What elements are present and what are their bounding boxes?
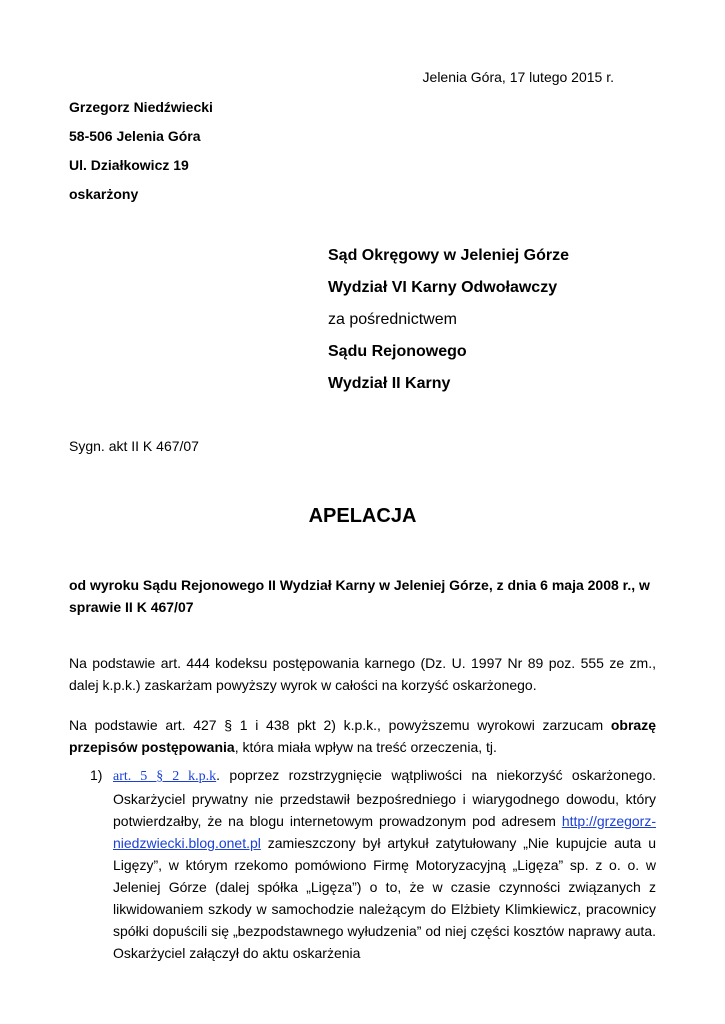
sender-street: Ul. Działkowicz 19 — [69, 157, 189, 173]
addressee-via: za pośrednictwem — [328, 311, 457, 328]
body-paragraph-2 — [69, 714, 656, 758]
case-reference: Sygn. akt II K 467/07 — [69, 438, 199, 454]
document-subtitle: od wyroku Sądu Rejonowego II Wydział Karny w Jeleniej Górze, z dnia 6 maja 2008 r., w sprawie II K 467/07 — [69, 577, 650, 615]
list-item-body — [113, 764, 656, 964]
paragraph-2-bold-charge: obrazę przepisów postępowania — [69, 717, 656, 755]
addressee-division: Wydział VI Karny Odwoławczy — [328, 279, 558, 296]
list-item-text-a: . poprzez rozstrzygnięcie wątpliwości na niekorzyść oskarżonego. Oskarżyciel prywatny nie przedstawił bezpośredniego i wiarygodnego dowodu, który potwierdzałby, że na blogu internetowym prowadzonym pod adresem — [113, 767, 656, 829]
addressee-lower-court: Sądu Rejonowego — [328, 343, 467, 360]
sender-postal: 58-506 Jelenia Góra — [69, 128, 201, 144]
addressee-lower-division: Wydział II Karny — [328, 375, 451, 392]
document-title: APELACJA — [308, 505, 417, 527]
blog-url-link[interactable]: http://grzegorz-niedzwiecki.blog.onet.pl — [113, 813, 656, 851]
document-date: Jelenia Góra, 17 lutego 2015 r. — [422, 69, 614, 85]
law-reference-link[interactable]: art. 5 § 2 k.p.k — [113, 769, 217, 784]
list-item-number: 1) — [90, 767, 103, 783]
paragraph-2-text-end: , która miała wpływ na treść orzeczenia, tj. — [234, 739, 497, 755]
sender-name: Grzegorz Niedźwiecki — [69, 99, 213, 115]
paragraph-2-text-start: Na podstawie art. 427 § 1 i 438 pkt 2) k.p.k., powyższemu wyrokowi zarzucam — [69, 717, 611, 733]
sender-role: oskarżony — [69, 186, 139, 202]
body-paragraph-1: Na podstawie art. 444 kodeksu postępowania karnego (Dz. U. 1997 Nr 89 poz. 555 ze zm., dalej k.p.k.) zaskarżam powyższy wyrok w całości na korzyść oskarżonego. — [69, 655, 656, 693]
addressee-court: Sąd Okręgowy w Jeleniej Górze — [328, 247, 569, 264]
list-item-text-b: zamieszczony był artykuł zatytułowany „Nie kupujcie auta u Ligęzy”, w którym rzekomo pomówiono Firmę Motoryzacyjną „Ligęza” sp. z o. o. w Jeleniej Górze (dalej spółka „Ligęza”) o to, że w czasie czynności związanych z likwidowaniem szkody w samochodzie należącym do Elżbiety Klimkiewicz, pracownicy spółki dopuścili się „bezpodstawnego wyłudzenia” od niej części kosztów naprawy auta. Oskarżyciel załączył do aktu oskarżenia — [113, 835, 656, 961]
